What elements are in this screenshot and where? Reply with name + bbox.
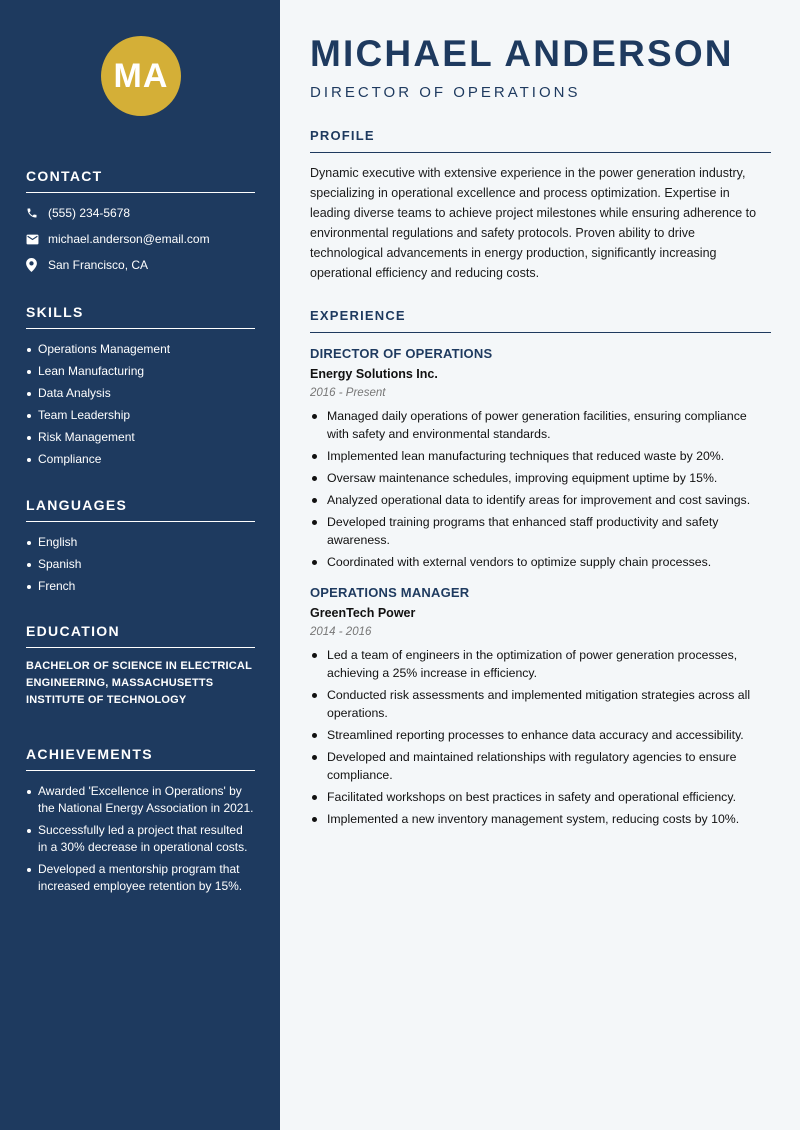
phone-icon (26, 207, 48, 219)
education-heading: EDUCATION (26, 623, 255, 648)
list-item: Data Analysis (26, 385, 255, 402)
profile-section (310, 128, 771, 283)
location-pin-icon (26, 258, 48, 272)
profile-text: Dynamic executive with extensive experience in the power generation industry, specializing in operational excellence and process optimization. Expertise in leading diverse teams to achieve project milestones while ensuring adherence to environmental regulations and safety protocols. Proven ability to drive technological advancements in energy production, significantly increasing operational efficiency and reducing costs. (310, 166, 757, 280)
contact-heading: CONTACT (26, 168, 255, 193)
list-item: Spanish (26, 556, 255, 573)
skills-list (26, 341, 255, 468)
list-item: Compliance (26, 451, 255, 468)
job-dates: 2014 - 2016 (310, 626, 372, 638)
list-item: Analyzed operational data to identify areas for improvement and cost savings. (310, 491, 771, 509)
achievements-list (26, 783, 255, 895)
job-company: GreenTech Power (310, 606, 416, 620)
job-role: DIRECTOR OF OPERATIONS (310, 346, 493, 361)
contact-email (26, 231, 255, 247)
education-degree: BACHELOR OF SCIENCE IN ELECTRICAL ENGINEERING, MASSACHUSETTS INSTITUTE OF TECHNOLOGY (26, 660, 252, 706)
list-item: Developed a mentorship program that increased employee retention by 15%. (26, 861, 255, 895)
list-item: Developed training programs that enhanced staff productivity and safety awareness. (310, 513, 771, 549)
contact-section (26, 168, 255, 273)
experience-heading: EXPERIENCE (310, 308, 771, 333)
sidebar (0, 0, 280, 1130)
job-dates: 2016 - Present (310, 387, 386, 399)
experience-section (310, 308, 771, 832)
list-item: English (26, 534, 255, 551)
job-entry (310, 585, 771, 828)
phone-text: (555) 234-5678 (48, 206, 131, 220)
list-item: Operations Management (26, 341, 255, 358)
list-item: Risk Management (26, 429, 255, 446)
skills-heading: SKILLS (26, 304, 255, 329)
list-item: Developed and maintained relationships with regulatory agencies to ensure compliance. (310, 748, 771, 784)
list-item: Managed daily operations of power generation facilities, ensuring compliance with safety and environmental standards. (310, 407, 771, 443)
job-role: OPERATIONS MANAGER (310, 585, 470, 600)
list-item: Implemented a new inventory management system, reducing costs by 10%. (310, 810, 771, 828)
languages-list (26, 534, 255, 595)
page-title: MICHAEL ANDERSON (310, 33, 734, 74)
list-item: Implemented lean manufacturing techniques that reduced waste by 20%. (310, 447, 771, 465)
languages-heading: LANGUAGES (26, 497, 255, 522)
education-section (26, 623, 255, 709)
achievements-heading: ACHIEVEMENTS (26, 746, 255, 771)
location-text: San Francisco, CA (48, 258, 149, 272)
job-entry (310, 346, 771, 571)
list-item: Streamlined reporting processes to enhance data accuracy and accessibility. (310, 726, 771, 744)
contact-phone (26, 205, 255, 221)
list-item: Coordinated with external vendors to optimize supply chain processes. (310, 553, 771, 571)
list-item: Awarded 'Excellence in Operations' by the National Energy Association in 2021. (26, 783, 255, 817)
job-bullets (310, 646, 771, 828)
list-item: Led a team of engineers in the optimization of power generation processes, achieving a 25% increase in efficiency. (310, 646, 771, 682)
list-item: Conducted risk assessments and implemented mitigation strategies across all operations. (310, 686, 771, 722)
job-title: DIRECTOR OF OPERATIONS (310, 84, 581, 101)
list-item: Team Leadership (26, 407, 255, 424)
list-item: French (26, 578, 255, 595)
list-item: Successfully led a project that resulted in a 30% decrease in operational costs. (26, 822, 255, 856)
languages-section (26, 497, 255, 600)
skills-section (26, 304, 255, 473)
email-text[interactable]: michael.anderson@email.com (48, 232, 210, 246)
achievements-section (26, 746, 255, 900)
list-item: Facilitated workshops on best practices in safety and operational efficiency. (310, 788, 771, 806)
list-item: Lean Manufacturing (26, 363, 255, 380)
job-bullets (310, 407, 771, 571)
avatar: MA (101, 36, 181, 116)
job-company: Energy Solutions Inc. (310, 367, 438, 381)
contact-location (26, 257, 255, 273)
list-item: Oversaw maintenance schedules, improving equipment uptime by 15%. (310, 469, 771, 487)
profile-heading: PROFILE (310, 128, 771, 153)
email-icon (26, 234, 48, 245)
